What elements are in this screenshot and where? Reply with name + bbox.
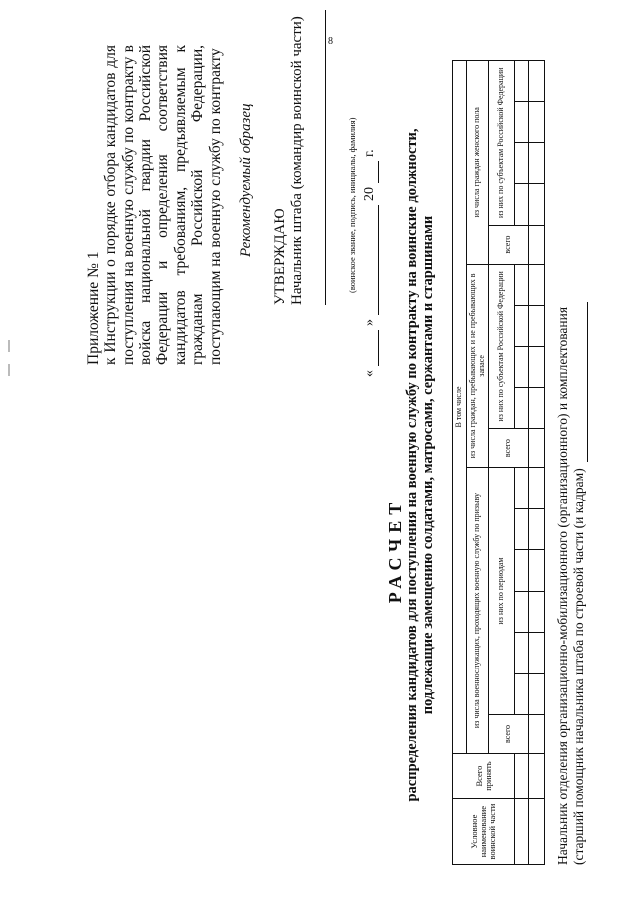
- appendix-heading: Приложение № 1: [85, 251, 102, 365]
- blank-cell: [529, 714, 545, 753]
- blank-cell: [529, 225, 545, 264]
- blank-cell: [529, 346, 545, 387]
- blank-cell: [529, 184, 545, 225]
- footer-line-1: Начальник отделения организационно-мобилизационного (организационного) и комплектования: [555, 306, 570, 865]
- blank-cell: [529, 387, 545, 428]
- blank-cell: [515, 673, 529, 714]
- blank-cell: [515, 632, 529, 673]
- header-total: Всего принять: [453, 753, 515, 798]
- header-including: В том числе: [453, 61, 467, 754]
- blank-cell: [529, 632, 545, 673]
- appendix-text: к Инструкции о порядке отбора кандидатов для поступления на военную службу по контракту в войска национальной гвардии Российской Федерации и определения соответствия кандидатов требованиям, предъявляемым к гражданам Российской Федерации, поступающим на военную службу по контракту: [102, 45, 224, 365]
- blank-cell: [515, 305, 529, 346]
- blank-cell: [529, 429, 545, 468]
- blank-cell: [515, 753, 529, 798]
- recommended-sample-label: Рекомендуемый образец: [238, 103, 254, 257]
- date-year-prefix: 20: [362, 187, 377, 201]
- blank-cell: [529, 591, 545, 632]
- header-reserve-total: всего: [489, 429, 529, 468]
- document-title: РАСЧЕТ: [385, 496, 405, 604]
- header-reserve-subjects: из них по субъектам Российской Федерации: [489, 264, 515, 429]
- footer-line-2: (старший помощник начальника штаба по строевой части (и кадрам): [570, 468, 586, 865]
- blank-cell: [515, 184, 529, 225]
- blank-cell: [529, 468, 545, 509]
- header-group-women: из числа граждан женского пола: [467, 61, 489, 265]
- blank-cell: [529, 509, 545, 550]
- blank-cell: [515, 346, 529, 387]
- blank-cell: [529, 264, 545, 305]
- blank-cell: [515, 509, 529, 550]
- approve-date-row: [362, 149, 379, 377]
- blank-cell: [529, 143, 545, 184]
- header-group-conscripts: из числа военнослужащих, проходящих военную службу по призыву: [467, 468, 489, 754]
- blank-cell: [529, 799, 545, 865]
- blank-cell: [529, 305, 545, 346]
- appendix-block: [85, 45, 224, 365]
- blank-cell: [515, 799, 529, 865]
- footer-signature-line: [571, 302, 588, 462]
- blank-cell: [515, 550, 529, 591]
- blank-cell: [529, 102, 545, 143]
- blank-cell: [529, 673, 545, 714]
- footer-line-2-wrap: [571, 302, 588, 865]
- subtitle-line-2: подлежащие замещению солдатами, матросами, сержантами и старшинами: [419, 215, 436, 715]
- approve-signature-line: [325, 10, 326, 305]
- approve-caption: (воинское звание, подпись, инициалы, фамилия): [347, 117, 357, 293]
- blank-cell: [515, 143, 529, 184]
- header-unit: Условное наименование воинской части: [453, 799, 515, 865]
- document-subtitle: [405, 115, 437, 815]
- blank-cell: [515, 264, 529, 305]
- blank-cell: [529, 550, 545, 591]
- header-women-total: всего: [489, 225, 529, 264]
- header-conscripts-total: всего: [489, 714, 529, 753]
- blank-cell: [515, 387, 529, 428]
- date-day-blank: [362, 330, 379, 366]
- header-women-subjects: из них по субъектам Российской Федерации: [489, 61, 515, 226]
- approve-position: Начальник штаба (командир воинской части): [289, 16, 306, 305]
- header-conscripts-periods: из них по периодам: [489, 468, 515, 715]
- page-number: 8: [328, 36, 333, 47]
- blank-cell: [515, 61, 529, 102]
- header-group-reserve: из числа граждан, пребывающих и не пребывающих в запасе: [467, 264, 489, 468]
- date-open-quote: «: [362, 370, 377, 377]
- blank-cell: [529, 753, 545, 798]
- approve-block: [272, 16, 307, 305]
- blank-cell: [515, 591, 529, 632]
- blank-cell: [515, 468, 529, 509]
- date-year-suffix: г.: [362, 149, 377, 157]
- date-close-quote: »: [362, 319, 377, 326]
- subtitle-line-1: распределения кандидатов для поступления на военную службу по контракту на воинские должности,: [404, 128, 420, 802]
- approve-heading: УТВЕРЖДАЮ: [272, 208, 288, 305]
- date-month-blank: [362, 205, 379, 315]
- footer-signature: [555, 302, 588, 865]
- blank-cell: [515, 102, 529, 143]
- blank-cell: [529, 61, 545, 102]
- date-year-blank: [362, 161, 379, 183]
- distribution-table: [452, 60, 545, 865]
